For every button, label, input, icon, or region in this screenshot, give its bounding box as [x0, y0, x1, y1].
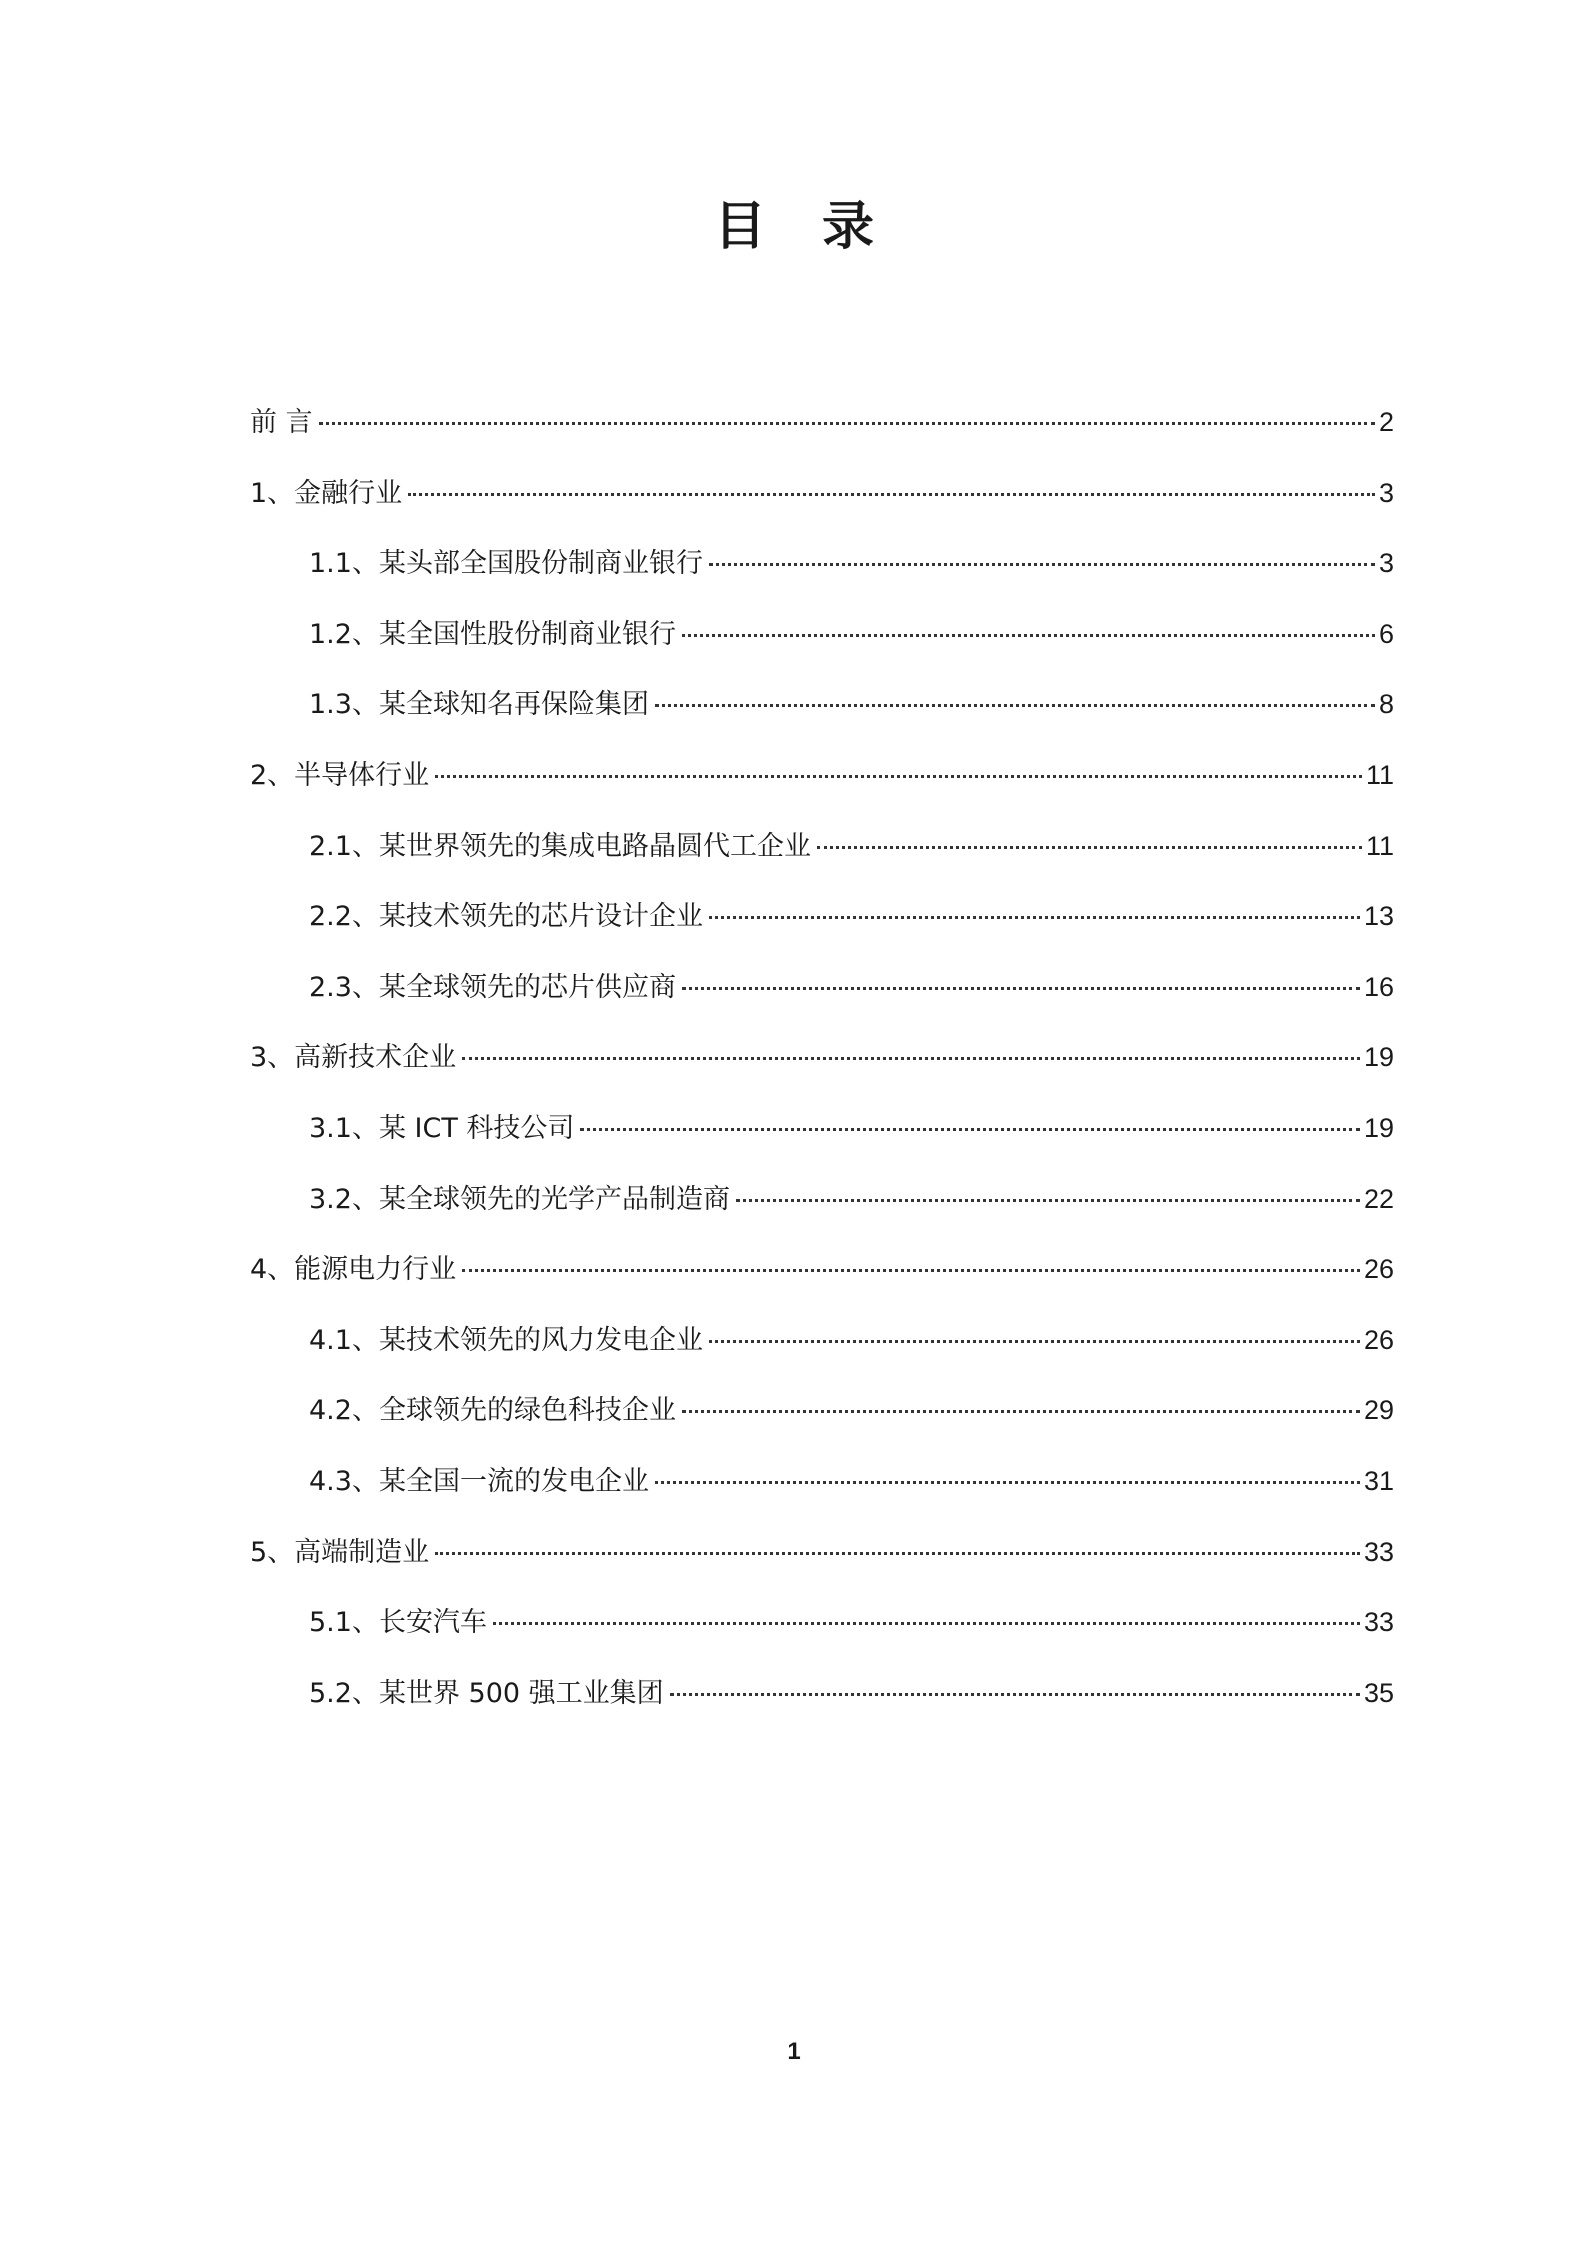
page-title: 目录 [713, 197, 930, 257]
toc-entry[interactable] [250, 465, 1394, 536]
dot-leader [435, 1552, 1360, 1555]
toc-entry-page-number: 33 [1363, 1607, 1394, 1638]
toc-entry-page-number: 11 [1365, 830, 1394, 861]
dot-leader [709, 563, 1375, 566]
dot-leader [709, 916, 1360, 919]
toc-entry-label: 2.3、某全球领先的芯片供应商 [309, 971, 676, 1003]
toc-entry-label: 1.1、某头部全国股份制商业银行 [309, 548, 703, 580]
toc-entry[interactable] [250, 1100, 1394, 1171]
toc-entry-label: 3.2、某全球领先的光学产品制造商 [309, 1183, 730, 1215]
dot-leader [655, 704, 1375, 707]
toc-entry-page-number: 22 [1363, 1183, 1394, 1214]
toc-entry-label: 1、金融行业 [250, 477, 403, 509]
toc-entry-page-number: 11 [1365, 759, 1394, 790]
dot-leader [709, 1340, 1360, 1343]
toc-entry-label: 1.3、某全球知名再保险集团 [309, 689, 649, 721]
toc-entry-page-number: 26 [1363, 1254, 1394, 1285]
toc-entry-label: 4.1、某技术领先的风力发电企业 [309, 1324, 703, 1356]
dot-leader [682, 1410, 1360, 1413]
toc-entry-page-number: 13 [1363, 901, 1394, 932]
toc-entry-label: 2.2、某技术领先的芯片设计企业 [309, 901, 703, 933]
toc-entry-page-number: 8 [1378, 689, 1394, 720]
toc-entry[interactable] [250, 818, 1394, 889]
dot-leader [736, 1199, 1360, 1202]
dot-leader [319, 422, 1375, 425]
toc-entry[interactable] [250, 394, 1394, 465]
toc-entry-label: 1.2、某全国性股份制商业银行 [309, 618, 676, 650]
toc-entry[interactable] [250, 1665, 1394, 1736]
toc-entry[interactable] [250, 1171, 1394, 1242]
toc-entry[interactable] [250, 535, 1394, 606]
dot-leader [408, 493, 1375, 496]
toc-entry-page-number: 31 [1363, 1465, 1394, 1496]
toc-entry-label: 3.1、某 ICT 科技公司 [309, 1112, 575, 1144]
toc-entry[interactable] [250, 1382, 1394, 1453]
toc-entry[interactable] [250, 747, 1394, 818]
toc-entry-label: 4.2、全球领先的绿色科技企业 [309, 1395, 676, 1427]
table-of-contents [250, 394, 1394, 1735]
toc-entry[interactable] [250, 959, 1394, 1030]
dot-leader [682, 634, 1375, 637]
toc-entry[interactable] [250, 606, 1394, 677]
toc-entry-page-number: 16 [1363, 971, 1394, 1002]
dot-leader [655, 1481, 1360, 1484]
toc-entry[interactable] [250, 1524, 1394, 1595]
toc-entry-page-number: 26 [1363, 1324, 1394, 1355]
toc-entry-label: 5、高端制造业 [250, 1536, 430, 1568]
dot-leader [580, 1128, 1360, 1131]
page-number: 1 [787, 2038, 801, 2065]
toc-entry-page-number: 3 [1378, 477, 1394, 508]
toc-entry-page-number: 19 [1363, 1112, 1394, 1143]
toc-entry-label: 4、能源电力行业 [250, 1254, 457, 1286]
dot-leader [462, 1057, 1360, 1060]
toc-entry[interactable] [250, 1241, 1394, 1312]
toc-entry-page-number: 35 [1363, 1677, 1394, 1708]
toc-entry-label: 2、半导体行业 [250, 759, 430, 791]
dot-leader [817, 846, 1362, 849]
dot-leader [682, 987, 1360, 990]
dot-leader [435, 775, 1362, 778]
dot-leader [462, 1269, 1360, 1272]
toc-entry-page-number: 29 [1363, 1395, 1394, 1426]
dot-leader [493, 1622, 1360, 1625]
toc-entry-page-number: 19 [1363, 1042, 1394, 1073]
toc-entry[interactable] [250, 1453, 1394, 1524]
toc-entry-page-number: 3 [1378, 548, 1394, 579]
toc-entry[interactable] [250, 1312, 1394, 1383]
toc-entry-page-number: 33 [1363, 1536, 1394, 1567]
toc-entry[interactable] [250, 1594, 1394, 1665]
toc-entry[interactable] [250, 676, 1394, 747]
toc-entry-label: 2.1、某世界领先的集成电路晶圆代工企业 [309, 830, 811, 862]
toc-entry[interactable] [250, 1029, 1394, 1100]
dot-leader [670, 1693, 1360, 1696]
toc-entry-label: 前 言 [250, 407, 313, 438]
toc-entry-label: 4.3、某全国一流的发电企业 [309, 1465, 649, 1497]
toc-entry-label: 5.2、某世界 500 强工业集团 [309, 1677, 664, 1709]
toc-entry[interactable] [250, 888, 1394, 959]
toc-entry-page-number: 6 [1378, 618, 1394, 649]
toc-entry-label: 3、高新技术企业 [250, 1042, 457, 1074]
toc-entry-page-number: 2 [1378, 407, 1394, 437]
toc-entry-label: 5.1、长安汽车 [309, 1607, 487, 1639]
